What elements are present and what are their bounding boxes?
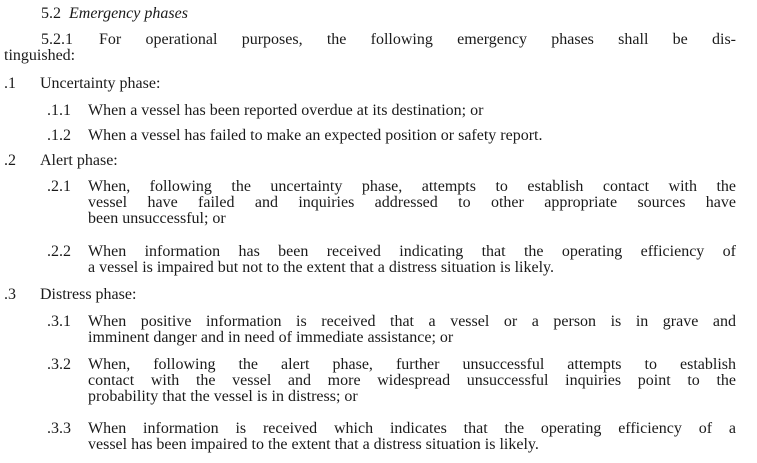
item-line: When a vessel has been reported overdue at its destination; or [88, 102, 484, 119]
item-number: .1.1 [47, 102, 71, 119]
section-title: Emergency phases [69, 5, 188, 22]
phase-number: .2 [4, 152, 16, 169]
item-line: probability that the vessel is in distress; or [88, 388, 358, 405]
phase-number: .3 [4, 286, 16, 303]
item-line: vessel has been impaired to the extent that a distress situation is likely. [88, 436, 539, 453]
intro-number: 5.2.1 [41, 31, 73, 48]
phase-number: .1 [4, 75, 16, 92]
item-number: .3.2 [47, 356, 71, 373]
item-number: .3.3 [47, 420, 71, 437]
phase-title: Uncertainty phase: [40, 75, 161, 92]
item-number: .2.1 [47, 178, 71, 195]
item-number: .1.2 [47, 127, 71, 144]
intro-line-2: tinguished: [4, 47, 76, 64]
item-line: a vessel is impaired but not to the extent that a distress situation is likely. [88, 259, 554, 276]
item-number: .2.2 [47, 243, 71, 260]
item-line: When, following the uncertainty phase, attempts to establish contact with the [88, 178, 736, 195]
item-line: When a vessel has failed to make an expected position or safety report. [88, 127, 543, 144]
item-line: been unsuccessful; or [88, 210, 226, 227]
item-number: .3.1 [47, 313, 71, 330]
item-line: vessel have failed and inquiries addressed to other appropriate sources have [88, 194, 736, 211]
phase-title: Alert phase: [40, 152, 118, 169]
item-line: When information has been received indicating that the operating efficiency of [88, 243, 736, 260]
item-line: When information is received which indicates that the operating efficiency of a [88, 420, 736, 437]
phase-title: Distress phase: [40, 286, 137, 303]
intro-line-1: For operational purposes, the following emergency phases shall be dis- [99, 31, 736, 48]
item-line: When, following the alert phase, further unsuccessful attempts to establish [88, 356, 736, 373]
section-number: 5.2 [41, 5, 61, 22]
section-heading [41, 6, 188, 22]
item-line: contact with the vessel and more widespread unsuccessful inquiries point to the [88, 372, 736, 389]
item-line: When positive information is received that a vessel or a person is in grave and [88, 313, 736, 330]
item-line: imminent danger and in need of immediate assistance; or [88, 329, 454, 346]
